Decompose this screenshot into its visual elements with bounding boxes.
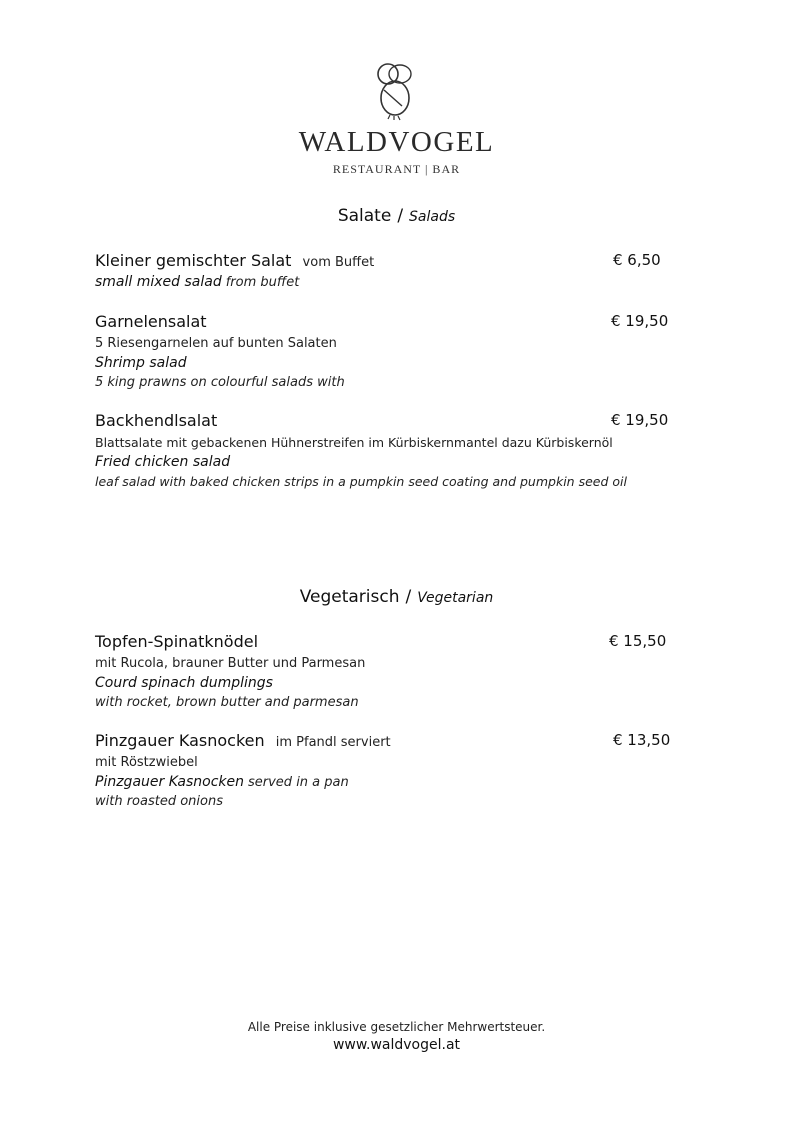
item-note: vom Buffet	[302, 255, 375, 270]
item-name: Kleiner gemischter Salat	[95, 251, 292, 270]
menu-item-backhendlsalat	[95, 411, 675, 492]
menu-item-garnelensalat	[95, 312, 675, 393]
item-note-en: from buffet	[225, 275, 300, 290]
item-name-en: Fried chicken salad	[95, 453, 231, 470]
item-name: Pinzgauer Kasnocken	[95, 731, 265, 750]
page-footer	[0, 1020, 793, 1053]
section-title-salads	[0, 206, 793, 226]
restaurant-logo	[0, 60, 793, 177]
item-description: mit Röstzwiebel	[95, 755, 198, 770]
item-description: Blattsalate mit gebackenen Hühnerstreifen im Kürbiskernmantel dazu Kürbiskernöl	[95, 435, 613, 450]
item-name: Backhendlsalat	[95, 411, 218, 430]
item-name-en: Courd spinach dumplings	[95, 674, 273, 691]
menu-item-topfen-spinatknoedel	[95, 632, 675, 713]
item-price: € 19,50	[611, 411, 669, 429]
section-title-en: Salads	[409, 209, 456, 225]
item-name: Garnelensalat	[95, 312, 207, 331]
bird-logo-icon	[362, 60, 432, 122]
item-description-en: 5 king prawns on colourful salads with	[95, 375, 345, 390]
item-price: € 19,50	[611, 312, 669, 330]
section-title-de: Salate	[337, 206, 392, 226]
item-price: € 6,50	[613, 251, 661, 269]
item-price: € 13,50	[613, 731, 671, 749]
menu-item-kleiner-gemischter-salat	[95, 251, 675, 293]
item-description: 5 Riesengarnelen auf bunten Salaten	[95, 336, 337, 351]
item-note: im Pfandl serviert	[275, 735, 391, 750]
item-description: mit Rucola, brauner Butter und Parmesan	[95, 656, 366, 671]
brand-tagline: RESTAURANT | BAR	[332, 162, 461, 176]
item-description-en: with rocket, brown butter and parmesan	[95, 695, 359, 710]
website-link[interactable]: www.waldvogel.at	[332, 1037, 461, 1053]
item-description-en: leaf salad with baked chicken strips in a pumpkin seed coating and pumpkin seed oil	[95, 474, 627, 489]
section-title-de: Vegetarisch	[299, 587, 400, 607]
item-name: Topfen-Spinatknödel	[95, 632, 259, 651]
item-name-en-text: Pinzgauer Kasnocken	[95, 773, 244, 790]
item-name-en	[95, 773, 675, 793]
item-note-en: served in a pan	[248, 774, 349, 790]
item-description-en: with roasted onions	[95, 794, 224, 809]
item-name-en-text: small mixed salad	[95, 274, 222, 290]
brand-name: WALDVOGEL	[298, 126, 495, 158]
section-separator: /	[405, 587, 412, 607]
item-price: € 15,50	[609, 632, 667, 650]
item-name-en	[95, 273, 675, 293]
menu-item-pinzgauer-kasnocken	[95, 731, 675, 812]
section-title-en: Vegetarian	[417, 590, 494, 606]
section-separator: /	[397, 206, 404, 226]
item-name-en: Shrimp salad	[95, 354, 187, 371]
tax-note: Alle Preise inklusive gesetzlicher Mehrwertsteuer.	[247, 1020, 546, 1034]
section-title-vegetarian	[0, 587, 793, 607]
